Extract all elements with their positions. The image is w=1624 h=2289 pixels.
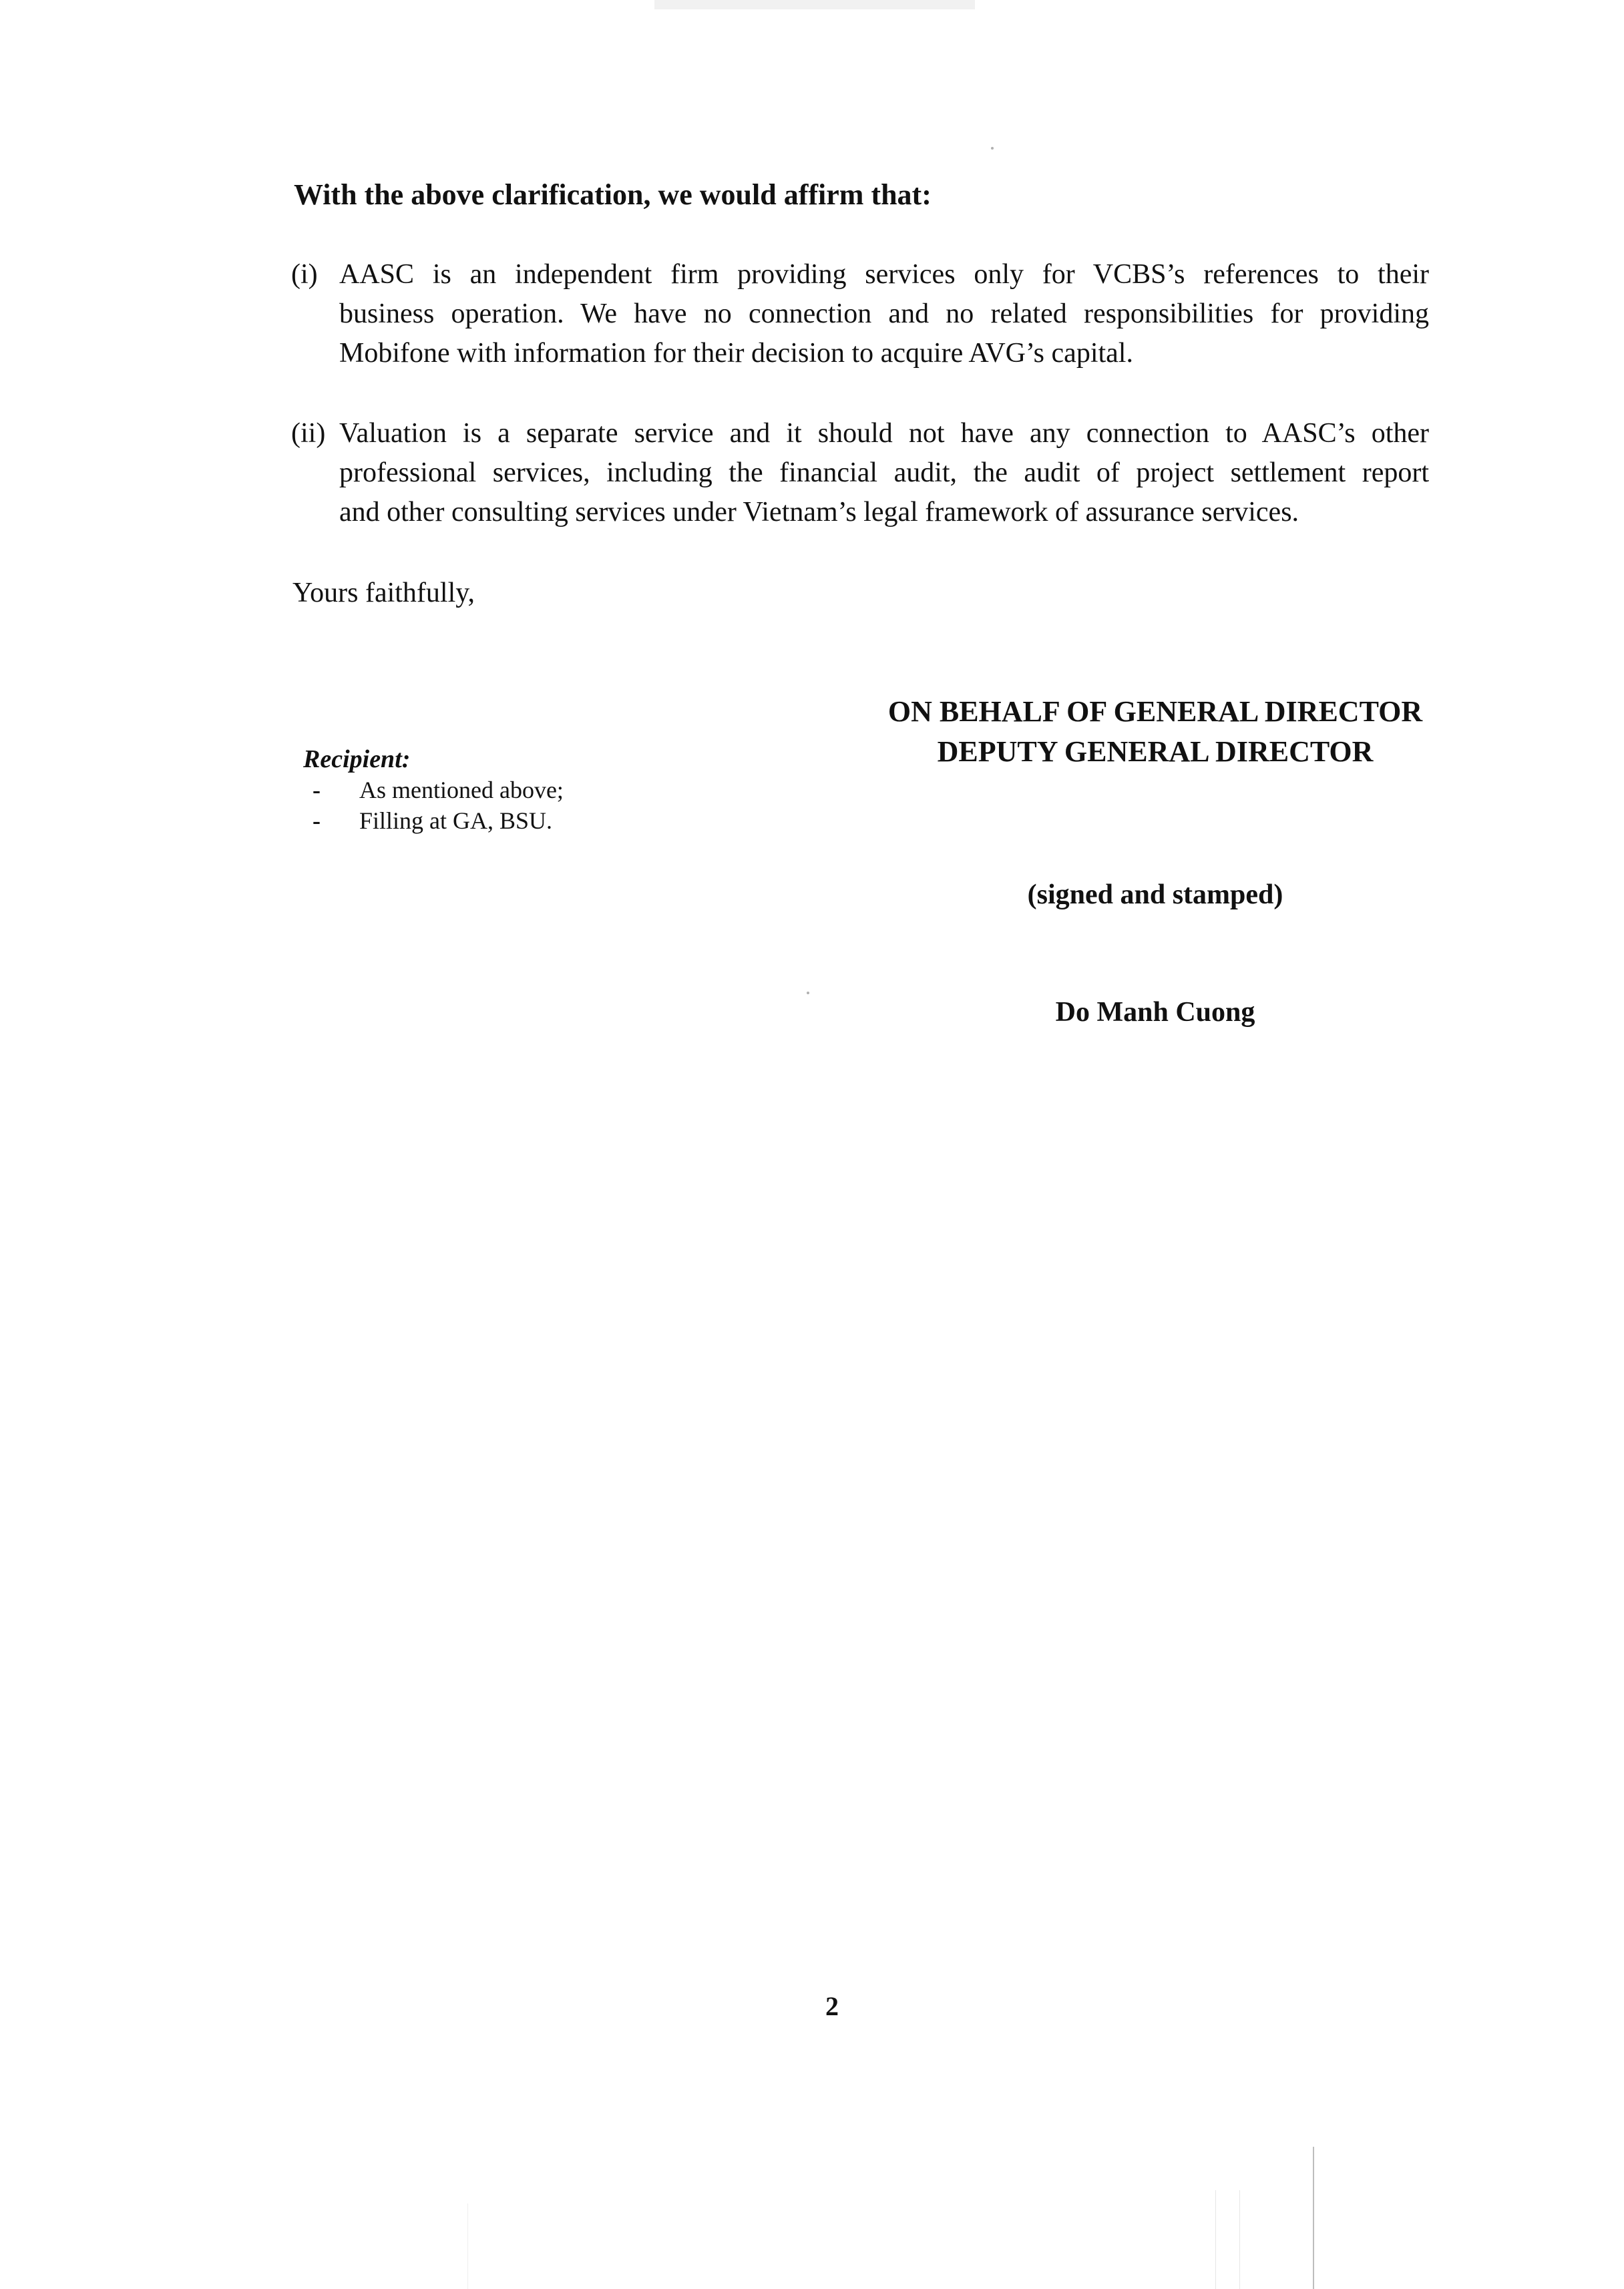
- affirmation-item-2-line-2: professional services, including the financial audit, the audit of project settlement report: [339, 457, 1429, 488]
- affirmation-item-2: [291, 414, 1429, 532]
- affirmation-item-2-line-1: (ii) Valuation is a separate service and it should not have any connection to AASC’s other: [291, 414, 1429, 453]
- affirmation-item-2-marker: (ii): [291, 418, 326, 449]
- signature-title-line-2: DEPUTY GENERAL DIRECTOR: [937, 735, 1374, 768]
- affirmation-item-2-line-3: and other consulting services under Vietnam’s legal framework of assurance services.: [339, 497, 1299, 528]
- affirmation-item-1-marker: (i): [291, 259, 318, 290]
- affirmation-item-1: [291, 255, 1429, 373]
- recipient-entry: - Filling at GA, BSU.: [313, 805, 564, 836]
- affirmation-heading: With the above clarification, we would affirm that:: [294, 178, 932, 211]
- recipient-entry: - As mentioned above;: [313, 775, 564, 805]
- signature-title-line-1: ON BEHALF OF GENERAL DIRECTOR: [887, 695, 1423, 728]
- bullet-dash: -: [313, 777, 321, 803]
- closing-salutation: Yours faithfully,: [292, 578, 475, 608]
- signatory-name: Do Manh Cuong: [1055, 997, 1255, 1028]
- affirmation-item-1-line-1: (i) AASC is an independent firm providing services only for VCBS’s references to their: [291, 255, 1429, 294]
- scan-artifact-line: [467, 2204, 468, 2289]
- scan-artifact-strip: [654, 0, 975, 9]
- scan-artifact-line: [1215, 2190, 1216, 2289]
- scan-artifact-dot: [991, 147, 994, 150]
- bullet-dash: -: [313, 807, 321, 834]
- affirmation-item-1-line-3: Mobifone with information for their decision to acquire AVG’s capital.: [339, 338, 1133, 369]
- affirmation-item-1-line-2: business operation. We have no connection and no related responsibilities for providing: [339, 298, 1429, 329]
- recipient-title: Recipient:: [303, 745, 411, 773]
- scan-artifact-dot: [807, 992, 809, 994]
- scan-artifact-line: [1239, 2190, 1240, 2289]
- page-number: 2: [825, 1991, 839, 2021]
- recipient-list: [313, 775, 564, 836]
- scan-artifact-line: [1313, 2147, 1314, 2289]
- signature-note: (signed and stamped): [1027, 879, 1283, 910]
